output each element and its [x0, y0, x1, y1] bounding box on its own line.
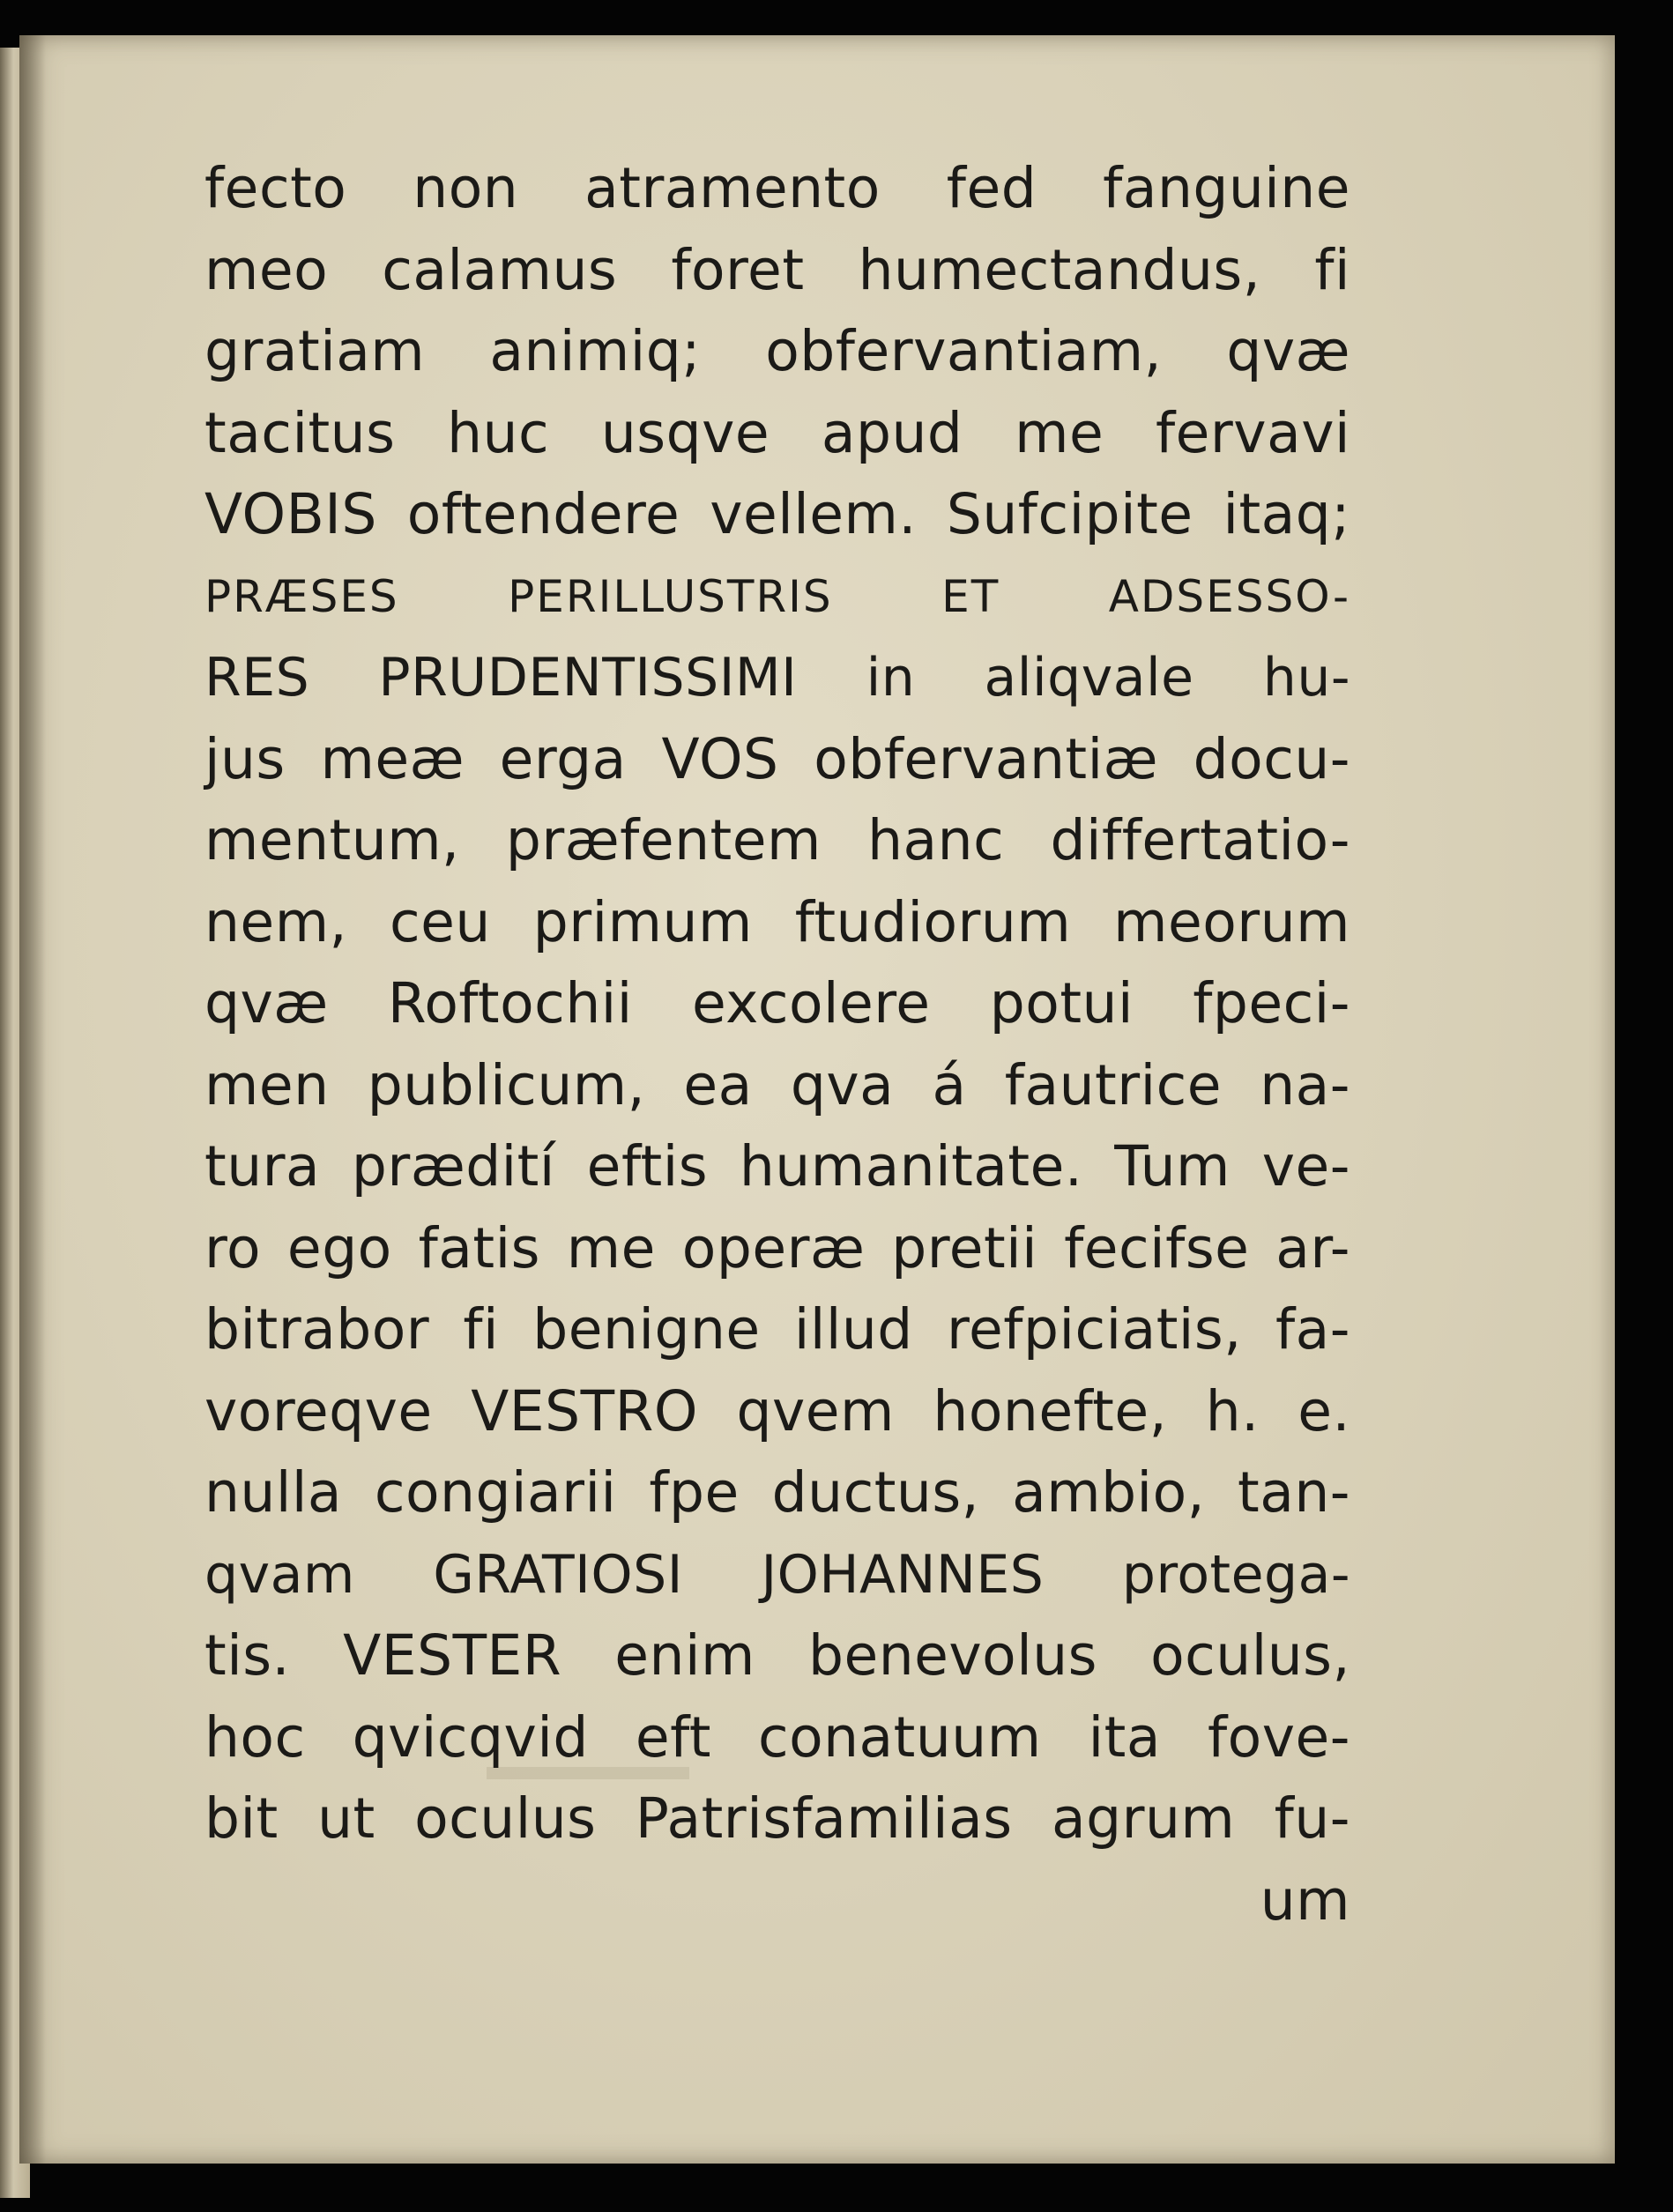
text-line: bit ut oculus Patrisfamilias agrum fu- [204, 1786, 1350, 1851]
text-line: men publicum, ea qva á fautrice na- [204, 1052, 1350, 1117]
text-line: PRÆSES PERILLUSTRIS ET ADSESSO- [204, 570, 1350, 622]
text-line: fecto non atramento fed fanguine [204, 156, 1350, 220]
gutter-shadow [19, 35, 46, 2164]
text-line: hoc qvicqvid eft conatuum ita fove- [204, 1704, 1350, 1770]
text-line: meo calamus foret humectandus, fi [204, 237, 1350, 302]
text-line: nem, ceu primum ftudiorum meorum [204, 889, 1350, 954]
text-line: qvam GRATIOSI JOHANNES protega- [204, 1543, 1350, 1606]
catchword: um [1260, 1867, 1350, 1933]
text-line: jus meæ erga VOS obfervantiæ docu- [204, 726, 1350, 791]
text-line: tis. VESTER enim benevolus oculus, [204, 1623, 1350, 1688]
text-line: nulla congiarii fpe ductus, ambio, tan- [204, 1460, 1350, 1525]
text-line: mentum, præfentem hanc differtatio- [204, 808, 1350, 872]
text-line: qvæ Roftochii excolere potui fpeci- [204, 971, 1350, 1035]
text-line: tura prædití eftis humanitate. Tum ve- [204, 1134, 1350, 1199]
text-line: tacitus huc usqve apud me fervavi [204, 400, 1350, 465]
text-line: VOBIS oftendere vellem. Sufcipite itaq; [204, 482, 1350, 546]
text-line: gratiam animiq; obfervantiam, qvæ [204, 319, 1350, 383]
text-line: bitrabor fi benigne illud refpiciatis, fa- [204, 1297, 1350, 1362]
page-text [204, 148, 1350, 1941]
text-line: voreqve VESTRO qvem honefte, h. e. [204, 1378, 1350, 1444]
text-line: ro ego fatis me operæ pretii fecifse ar- [204, 1215, 1350, 1280]
text-line: RES PRUDENTISSIMI in aliqvale hu- [204, 647, 1350, 709]
